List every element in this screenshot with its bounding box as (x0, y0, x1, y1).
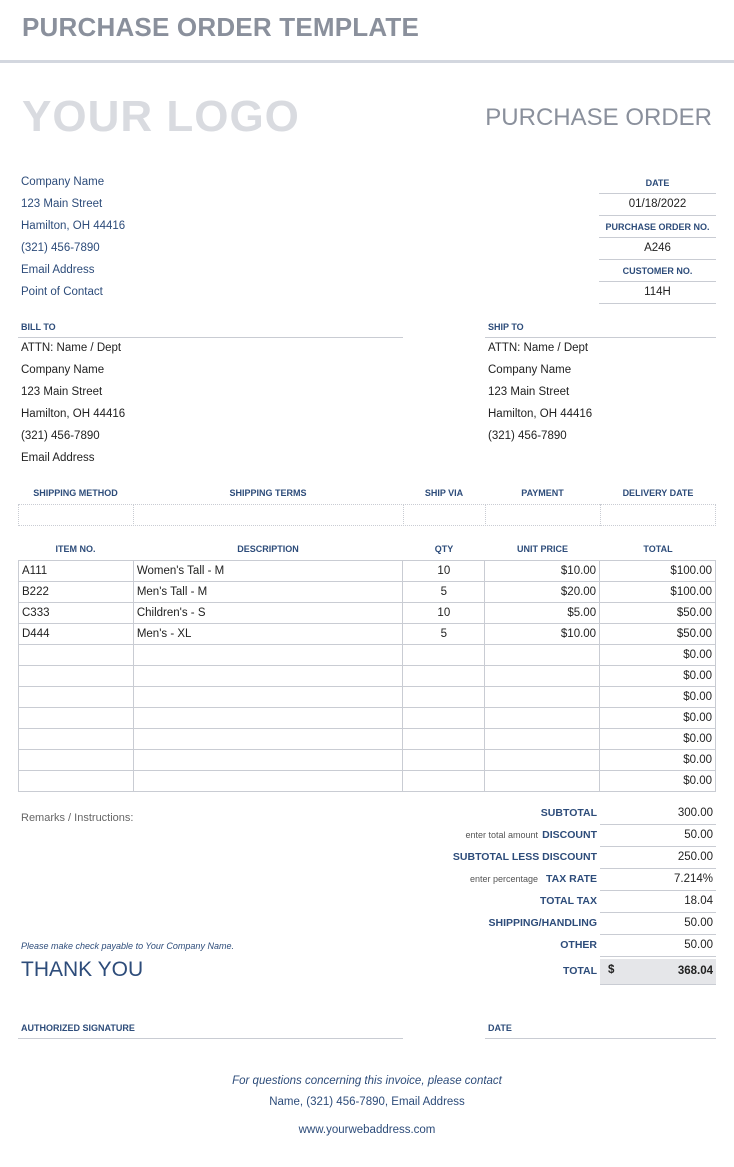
tax-rate-hint: enter percentage (469, 874, 538, 884)
payable-note: Please make check payable to Your Company Name. (21, 941, 234, 951)
company-name: Company Name (21, 176, 105, 188)
shipping-terms-header: SHIPPING TERMS (229, 488, 307, 498)
unit-price-cell[interactable] (485, 750, 600, 771)
ship-to-divider (485, 337, 716, 338)
line-total-cell: $0.00 (600, 666, 716, 687)
description-cell[interactable] (133, 708, 403, 729)
remarks-label: Remarks / Instructions: (21, 812, 134, 824)
unit-price-cell[interactable]: $20.00 (485, 582, 600, 603)
qty-header: QTY (434, 544, 454, 554)
company-street: 123 Main Street (21, 198, 103, 210)
qty-cell[interactable]: 5 (403, 624, 485, 645)
discount-value[interactable]: 50.00 (600, 825, 716, 847)
bill-to-line[interactable]: Email Address (21, 452, 95, 464)
shipping-handling-label: SHIPPING/HANDLING (488, 917, 597, 929)
item-no-cell[interactable] (19, 771, 134, 792)
qty-cell[interactable]: 5 (403, 582, 485, 603)
item-no-cell[interactable] (19, 645, 134, 666)
qty-cell[interactable]: 10 (403, 561, 485, 582)
description-cell[interactable] (133, 771, 403, 792)
total-tax-value: 18.04 (600, 891, 716, 913)
company-contact: Point of Contact (21, 286, 103, 298)
line-total-cell: $0.00 (600, 750, 716, 771)
item-no-cell[interactable]: D444 (19, 624, 134, 645)
qty-cell[interactable] (403, 771, 485, 792)
shipping-cell-divider (403, 504, 404, 526)
qty-cell[interactable] (403, 750, 485, 771)
ship-to-line[interactable]: Hamilton, OH 44416 (488, 408, 593, 420)
subtotal-less-discount-row (380, 847, 716, 869)
discount-row (380, 825, 716, 847)
qty-cell[interactable] (403, 666, 485, 687)
qty-cell[interactable] (403, 645, 485, 666)
line-total-cell: $0.00 (600, 645, 716, 666)
unit-price-cell[interactable]: $10.00 (485, 624, 600, 645)
ship-to-line[interactable]: (321) 456-7890 (488, 430, 567, 442)
total-header: TOTAL (643, 544, 673, 554)
unit-price-cell[interactable]: $10.00 (485, 561, 600, 582)
authorized-signature-label: AUTHORIZED SIGNATURE (21, 1023, 135, 1033)
bill-to-divider (18, 337, 403, 338)
signature-line[interactable] (18, 1038, 403, 1039)
delivery-date-header: DELIVERY DATE (622, 488, 694, 498)
line-total-cell: $0.00 (600, 771, 716, 792)
shipping-handling-value[interactable]: 50.00 (600, 913, 716, 935)
thank-you-text: THANK YOU (21, 958, 144, 981)
unit-price-cell[interactable] (485, 666, 600, 687)
company-email: Email Address (21, 264, 95, 276)
currency-symbol: $ (608, 964, 615, 976)
ship-to-line[interactable]: ATTN: Name / Dept (488, 342, 589, 354)
meta-divider (599, 281, 716, 282)
line-total-cell: $50.00 (600, 624, 716, 645)
description-cell[interactable]: Men's - XL (133, 624, 403, 645)
subtotal-less-discount-value: 250.00 (600, 847, 716, 869)
qty-cell[interactable] (403, 687, 485, 708)
po-number-label: PURCHASE ORDER NO. (605, 222, 710, 232)
footer-contact-note: For questions concerning this invoice, please contact (232, 1075, 502, 1087)
shipping-details-row[interactable] (18, 504, 716, 526)
bill-to-line[interactable]: (321) 456-7890 (21, 430, 100, 442)
description-cell[interactable] (133, 750, 403, 771)
po-number-value[interactable]: A246 (644, 242, 671, 254)
description-cell[interactable]: Men's Tall - M (133, 582, 403, 603)
table-row (19, 561, 716, 582)
grand-total-row (380, 959, 716, 985)
description-cell[interactable] (133, 666, 403, 687)
description-header: DESCRIPTION (237, 544, 299, 554)
item-no-cell[interactable]: B222 (19, 582, 134, 603)
description-cell[interactable] (133, 729, 403, 750)
unit-price-cell[interactable]: $5.00 (485, 603, 600, 624)
grand-total-value: 368.04 (677, 965, 713, 977)
footer-contact-details: Name, (321) 456-7890, Email Address (269, 1096, 465, 1108)
line-items-table (18, 560, 716, 792)
ship-to-line[interactable]: Company Name (488, 364, 572, 376)
shipping-cell-divider (485, 504, 486, 526)
tax-rate-value[interactable]: 7.214% (600, 869, 716, 891)
item-no-cell[interactable]: A111 (19, 561, 134, 582)
total-tax-label: TOTAL TAX (540, 895, 597, 907)
bill-to-line[interactable]: 123 Main Street (21, 386, 103, 398)
item-no-cell[interactable] (19, 750, 134, 771)
meta-divider (599, 259, 716, 260)
subtotal-value: 300.00 (600, 803, 716, 825)
shipping-cell-divider (600, 504, 601, 526)
ship-via-header: SHIP VIA (424, 488, 464, 498)
item-no-cell[interactable] (19, 708, 134, 729)
signature-date-line[interactable] (485, 1038, 716, 1039)
description-cell[interactable]: Children's - S (133, 603, 403, 624)
other-value[interactable]: 50.00 (600, 935, 716, 957)
payment-header: PAYMENT (521, 488, 564, 498)
logo-placeholder: YOUR LOGO (22, 92, 300, 141)
total-tax-row (380, 891, 716, 913)
signature-date-label: DATE (488, 1023, 512, 1033)
title-divider (0, 60, 734, 63)
customer-number-label: CUSTOMER NO. (622, 266, 693, 276)
discount-label: DISCOUNT (542, 829, 597, 841)
table-row (19, 687, 716, 708)
line-total-cell: $100.00 (600, 561, 716, 582)
company-phone: (321) 456-7890 (21, 242, 100, 254)
description-cell[interactable] (133, 687, 403, 708)
meta-divider (599, 215, 716, 216)
subtotal-row (380, 803, 716, 825)
discount-hint: enter total amount (465, 830, 538, 840)
unit-price-cell[interactable] (485, 708, 600, 729)
line-total-cell: $100.00 (600, 582, 716, 603)
ship-to-label: SHIP TO (488, 322, 524, 332)
qty-cell[interactable]: 10 (403, 603, 485, 624)
qty-cell[interactable] (403, 708, 485, 729)
unit-price-cell[interactable] (485, 645, 600, 666)
other-row (380, 935, 716, 957)
table-row (19, 666, 716, 687)
item-no-cell[interactable]: C333 (19, 603, 134, 624)
table-row (19, 771, 716, 792)
table-row (19, 624, 716, 645)
subtotal-less-discount-label: SUBTOTAL LESS DISCOUNT (452, 851, 597, 863)
line-total-cell: $50.00 (600, 603, 716, 624)
line-total-cell: $0.00 (600, 708, 716, 729)
date-value[interactable]: 01/18/2022 (628, 198, 687, 210)
tax-rate-label: TAX RATE (546, 873, 597, 885)
tax-rate-row (380, 869, 716, 891)
bill-to-label: BILL TO (21, 322, 56, 332)
other-label: OTHER (560, 939, 597, 951)
meta-divider (599, 303, 716, 304)
footer-website[interactable]: www.yourwebaddress.com (298, 1124, 436, 1136)
ship-to-line[interactable]: 123 Main Street (488, 386, 570, 398)
description-cell[interactable] (133, 645, 403, 666)
item-no-cell[interactable] (19, 666, 134, 687)
grand-total-label: TOTAL (562, 965, 597, 977)
line-total-cell: $0.00 (600, 729, 716, 750)
table-row (19, 645, 716, 666)
table-row (19, 603, 716, 624)
qty-cell[interactable] (403, 729, 485, 750)
line-total-cell: $0.00 (600, 687, 716, 708)
shipping-cell-divider (133, 504, 134, 526)
shipping-handling-row (380, 913, 716, 935)
company-city: Hamilton, OH 44416 (21, 220, 126, 232)
meta-divider (599, 237, 716, 238)
table-row (19, 750, 716, 771)
bill-to-line[interactable]: Hamilton, OH 44416 (21, 408, 126, 420)
unit-price-cell[interactable] (485, 729, 600, 750)
unit-price-header: UNIT PRICE (516, 544, 568, 554)
subtotal-label: SUBTOTAL (540, 807, 597, 819)
table-row (19, 729, 716, 750)
item-no-header: ITEM NO. (55, 544, 96, 554)
item-no-cell[interactable] (19, 687, 134, 708)
customer-number-value[interactable]: 114H (644, 286, 671, 298)
item-no-cell[interactable] (19, 729, 134, 750)
meta-divider (599, 193, 716, 194)
grand-total-box (600, 959, 716, 985)
bill-to-line[interactable]: Company Name (21, 364, 105, 376)
page-title: PURCHASE ORDER TEMPLATE (22, 12, 420, 42)
unit-price-cell[interactable] (485, 771, 600, 792)
shipping-method-header: SHIPPING METHOD (33, 488, 118, 498)
description-cell[interactable]: Women's Tall - M (133, 561, 403, 582)
table-row (19, 582, 716, 603)
unit-price-cell[interactable] (485, 687, 600, 708)
document-heading: PURCHASE ORDER (485, 104, 712, 131)
bill-to-line[interactable]: ATTN: Name / Dept (21, 342, 122, 354)
date-label: DATE (645, 178, 670, 188)
table-row (19, 708, 716, 729)
